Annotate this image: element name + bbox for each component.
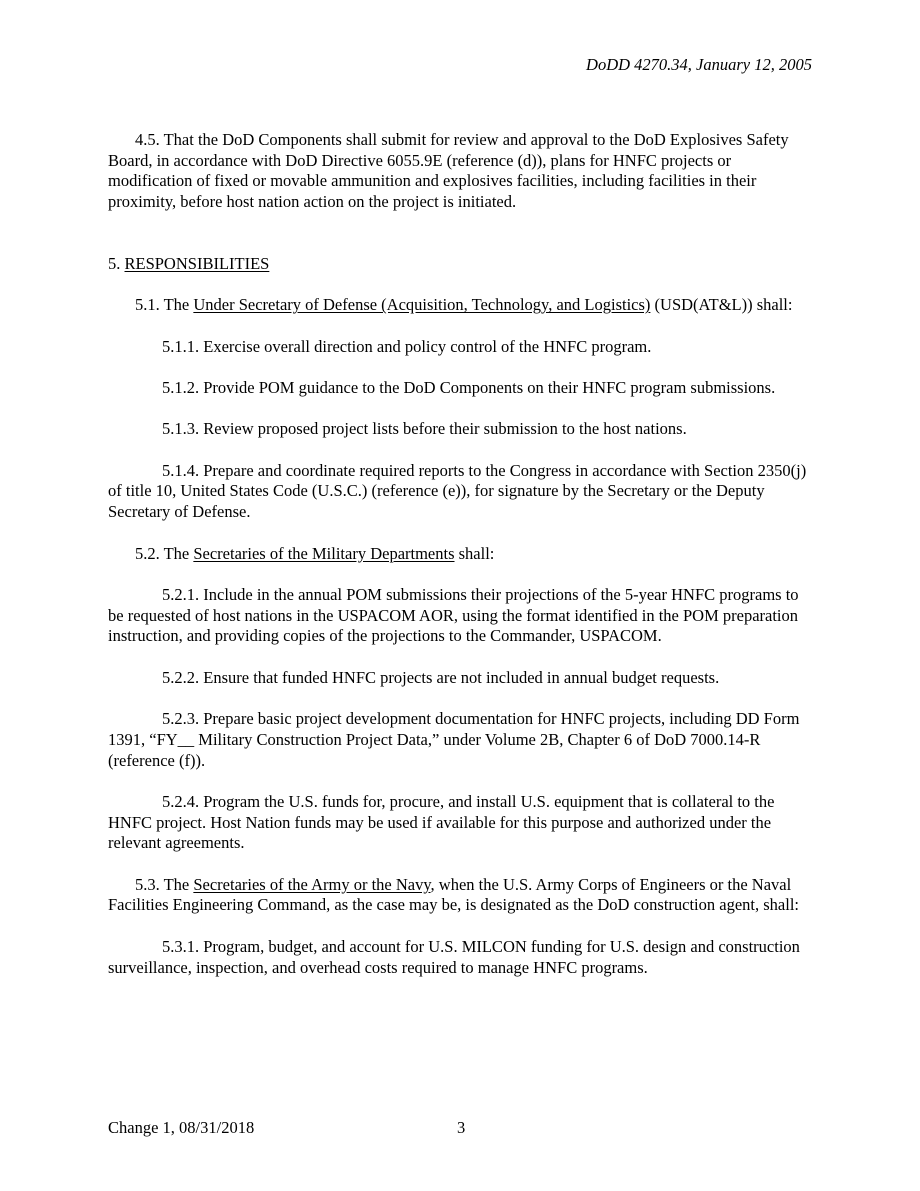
- paragraph-5-3: [108, 875, 813, 916]
- paragraph-5-2-lead: 5.2. The: [135, 543, 194, 563]
- paragraph-5-2-3: 5.2.3. Prepare basic project development documentation for HNFC projects, including DD Form 1391, “FY__ Military Construction Project Data,” under Volume 2B, Chapter 6 of DoD 7000.14-R (reference (f)).: [108, 709, 800, 770]
- section-number: 5.: [108, 253, 125, 273]
- paragraph-5-2-1: 5.2.1. Include in the annual POM submissions their projections of the 5-year HNFC programs to be requested of host nations in the USPACOM AOR, using the format identified in the POM preparation instruction, and providing copies of the projections to the Commander, USPACOM.: [108, 584, 799, 646]
- paragraph-5-1-1: 5.1.1. Exercise overall direction and policy control of the HNFC program.: [162, 336, 652, 356]
- section-5-heading: [108, 254, 813, 275]
- paragraph-5-1-lead: 5.1. The: [135, 295, 194, 315]
- secretaries-army-navy: Secretaries of the Army or the Navy: [193, 874, 431, 894]
- paragraph-5-1-tail: (USD(AT&L)) shall:: [650, 295, 793, 315]
- paragraph-5-3-tail: , when the U.S. Army Corps of Engineers or the Naval Facilities Engineering Command, as the case may be, is designated as the DoD construction agent, shall:: [108, 874, 799, 915]
- secretaries-military-departments: Secretaries of the Military Departments: [193, 543, 455, 563]
- paragraph-5-1-4: 5.1.4. Prepare and coordinate required reports to the Congress in accordance with Section 2350(j) of title 10, United States Code (U.S.C.) (reference (e)), for signature by the Secretary or the Deputy Secretary of Defense.: [108, 460, 807, 522]
- page-number: 3: [457, 1118, 466, 1137]
- change-notice: Change 1, 08/31/2018: [108, 1118, 255, 1137]
- paragraph-5-2: [108, 544, 813, 565]
- section-title: RESPONSIBILITIES: [124, 253, 270, 273]
- document-header: DoDD 4270.34, January 12, 2005: [586, 55, 812, 74]
- paragraph-5-3-lead: 5.3. The: [135, 874, 194, 894]
- paragraph-5-2-4: 5.2.4. Program the U.S. funds for, procure, and install U.S. equipment that is collateral to the HNFC project. Host Nation funds may be used if available for this purpose and authorized under the relevant agreements.: [108, 791, 775, 853]
- document-body: [108, 130, 813, 999]
- paragraph-5-1: [108, 295, 813, 316]
- paragraph-5-3-1: 5.3.1. Program, budget, and account for U.S. MILCON funding for U.S. design and construction surveillance, inspection, and overhead costs required to manage HNFC programs.: [108, 936, 800, 977]
- paragraph-5-1-3: 5.1.3. Review proposed project lists before their submission to the host nations.: [162, 419, 687, 439]
- paragraph-4-5: 4.5. That the DoD Components shall submit for review and approval to the DoD Explosives Safety Board, in accordance with DoD Directive 6055.9E (reference (d)), plans for HNFC projects or modification of fixed or movable ammunition and explosives facilities, including facilities in their proximity, before host nation action on the project is initiated.: [108, 130, 789, 212]
- paragraph-5-1-2: 5.1.2. Provide POM guidance to the DoD Components on their HNFC program submissions.: [162, 377, 776, 397]
- page-footer: [108, 1118, 813, 1140]
- paragraph-5-2-tail: shall:: [454, 543, 495, 563]
- paragraph-5-2-2: 5.2.2. Ensure that funded HNFC projects are not included in annual budget requests.: [162, 667, 720, 687]
- usd-atl-title: Under Secretary of Defense (Acquisition, Technology, and Logistics): [193, 295, 651, 315]
